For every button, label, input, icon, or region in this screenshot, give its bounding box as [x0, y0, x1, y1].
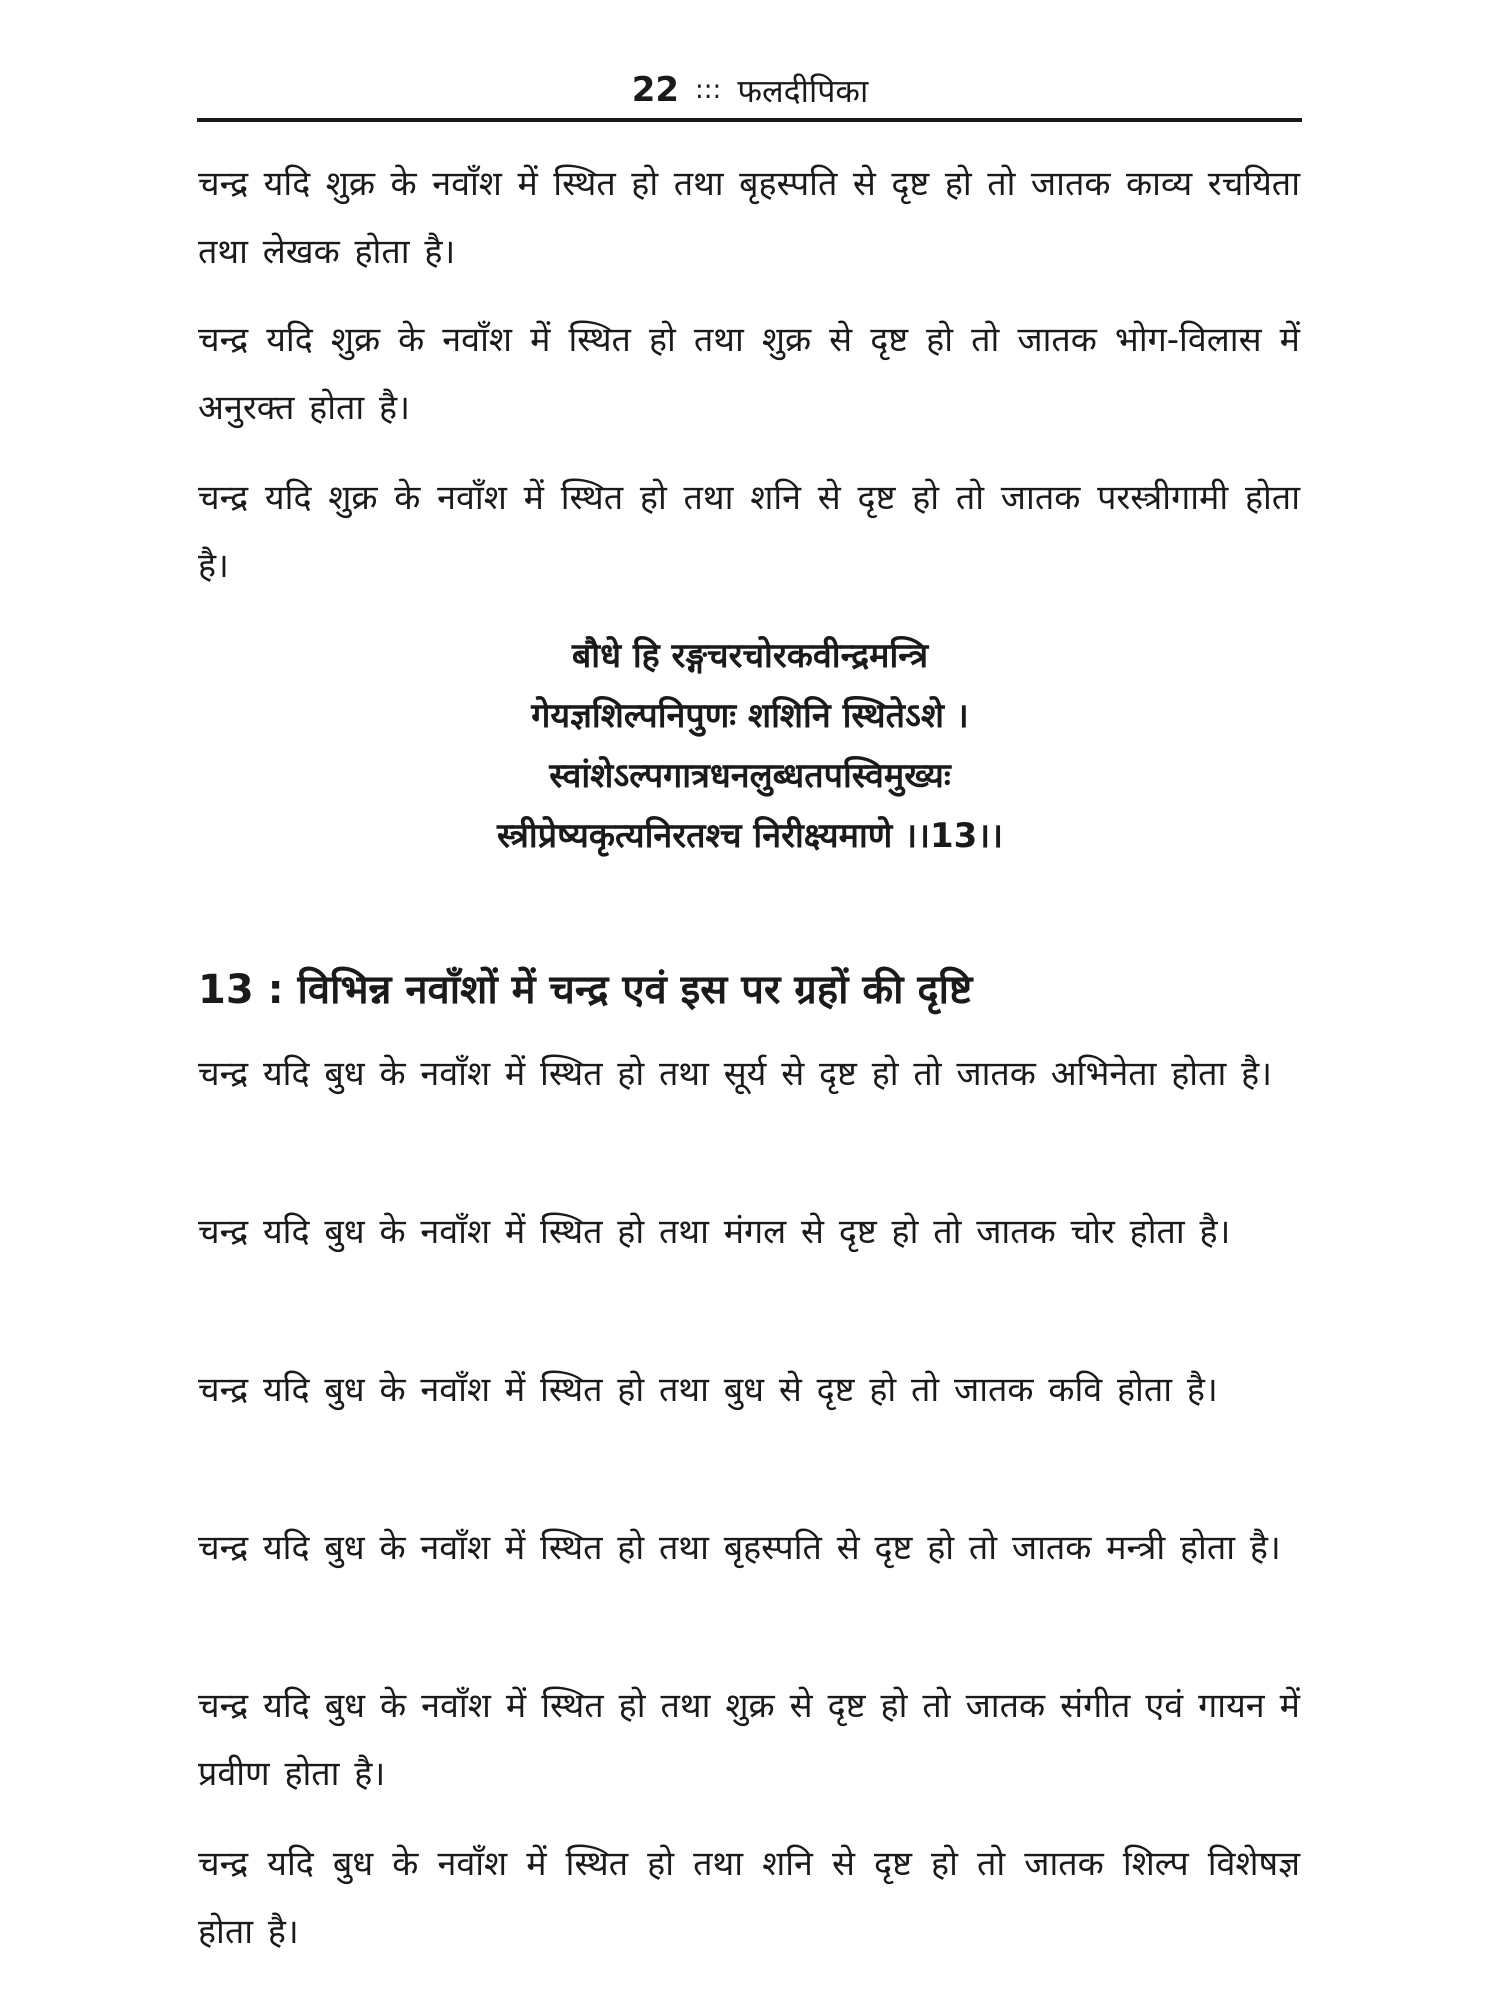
- sanskrit-verse: [200, 626, 1300, 866]
- header-rule: [197, 118, 1302, 122]
- page-header: [200, 60, 1300, 120]
- paragraph: चन्द्र यदि शुक्र के नवाँश में स्थित हो तथा बृहस्पति से दृष्ट हो तो जातक काव्य रचयिता तथा लेखक होता है।: [198, 164, 1300, 272]
- header-separator: :::: [695, 75, 722, 105]
- verse-line: स्त्रीप्रेष्यकृत्यनिरतश्च निरीक्ष्यमाणे ।।13।।: [496, 816, 1004, 856]
- verse-line: स्वांशेऽल्पगात्रधनलुब्धतपस्विमुख्यः: [549, 756, 951, 796]
- paragraph: चन्द्र यदि बुध के नवाँश में स्थित हो तथा शुक्र से दृष्ट हो तो जातक संगीत एवं गायन में प्रवीण होता है।: [198, 1686, 1300, 1794]
- verse-line: गेयज्ञशिल्पनिपुणः शशिनि स्थितेऽशे ।: [531, 696, 969, 736]
- paragraph: चन्द्र यदि बुध के नवाँश में स्थित हो तथा बृहस्पति से दृष्ट हो तो जातक मन्त्री होता है।: [198, 1528, 1281, 1568]
- section-heading: 13 : विभिन्न नवाँशों में चन्द्र एवं इस पर ग्रहों की दृष्टि: [198, 967, 973, 1013]
- book-title: फलदीपिका: [737, 71, 869, 110]
- paragraph: चन्द्र यदि शुक्र के नवाँश में स्थित हो तथा शुक्र से दृष्ट हो तो जातक भोग-विलास में अनुरक्त होता है।: [198, 320, 1300, 428]
- paragraph: चन्द्र यदि बुध के नवाँश में स्थित हो तथा शनि से दृष्ट हो तो जातक शिल्प विशेषज्ञ होता है।: [198, 1844, 1300, 1952]
- verse-line: बौधे हि रङ्गचरचोरकवीन्द्रमन्त्रि: [571, 636, 929, 676]
- paragraph: चन्द्र यदि बुध के नवाँश में स्थित हो तथा मंगल से दृष्ट हो तो जातक चोर होता है।: [198, 1212, 1231, 1252]
- page-number: 22: [631, 70, 680, 110]
- paragraph: चन्द्र यदि शुक्र के नवाँश में स्थित हो तथा शनि से दृष्ट हो तो जातक परस्त्रीगामी होता है।: [198, 478, 1300, 586]
- paragraph: चन्द्र यदि बुध के नवाँश में स्थित हो तथा सूर्य से दृष्ट हो तो जातक अभिनेता होता है।: [198, 1054, 1273, 1094]
- paragraph: चन्द्र यदि बुध के नवाँश में स्थित हो तथा बुध से दृष्ट हो तो जातक कवि होता है।: [198, 1370, 1218, 1410]
